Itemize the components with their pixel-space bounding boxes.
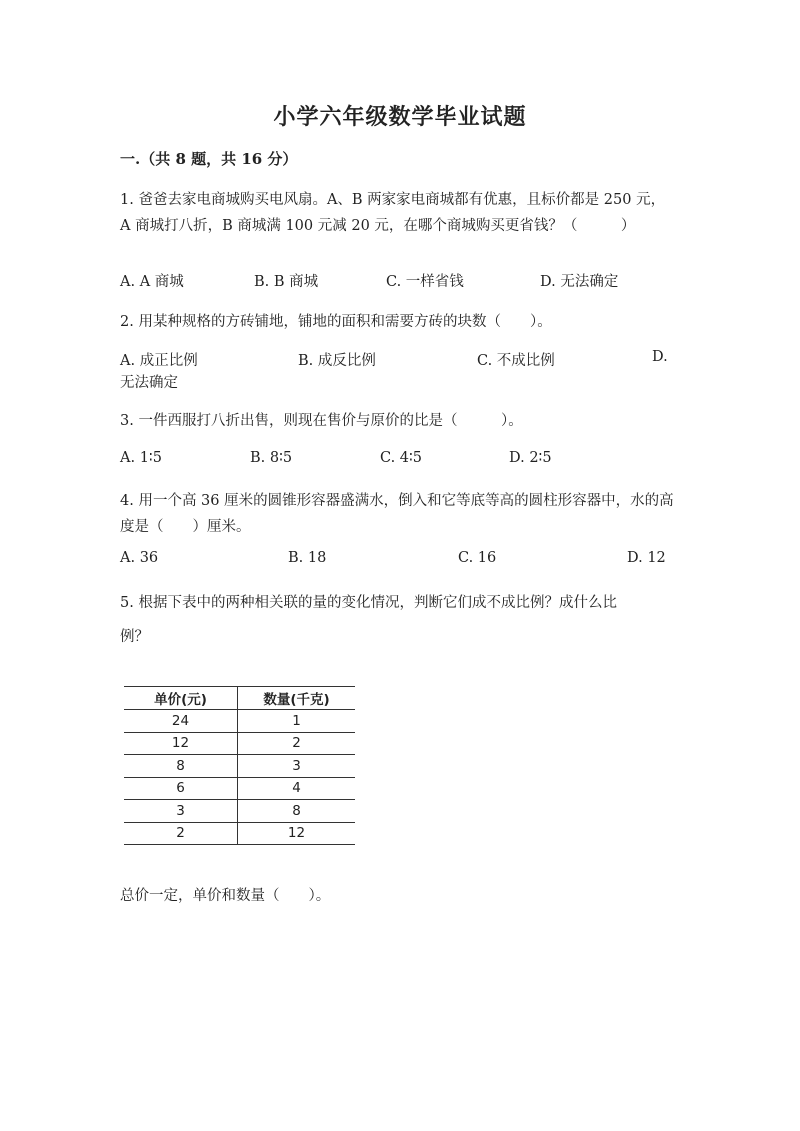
table-row [124, 777, 355, 800]
question-1-option-b: B. B 商城 [254, 274, 319, 290]
question-2-option-b: B. 成反比例 [298, 353, 376, 369]
question-4-option-d: D. 12 [627, 550, 666, 566]
question-1-option-a: A. A 商城 [120, 274, 184, 290]
question-3-option-d: D. 2∶5 [509, 450, 552, 466]
table-cell-unit-price: 6 [124, 777, 238, 800]
table-row [124, 822, 355, 845]
question-4-option-c: C. 16 [458, 550, 497, 566]
question-1-text: 1. 爸爸去家电商城购买电风扇。A、B 两家家电商城都有优惠，且标价都是 250 元，A 商城打八折，B 商城满 100 元减 20 元，在哪个商城购买更省钱？（ ） [120, 192, 666, 234]
table-cell-quantity: 2 [238, 732, 356, 755]
table-cell-quantity: 4 [238, 777, 356, 800]
table-cell-unit-price: 2 [124, 822, 238, 845]
question-5-line-2: 例？ [120, 629, 149, 645]
question-3-option-b: B. 8∶5 [250, 450, 293, 466]
table-cell-quantity: 1 [238, 710, 356, 733]
question-5-answer-prompt: 总价一定，单价和数量（ ）。 [120, 888, 331, 904]
table-cell-quantity: 3 [238, 755, 356, 778]
table-cell-unit-price: 12 [124, 732, 238, 755]
question-2-option-d: D. [652, 349, 668, 365]
table-row [124, 710, 355, 733]
question-3-text: 3. 一件西服打八折出售，则现在售价与原价的比是（ ）。 [120, 413, 523, 429]
question-5-line-1: 5. 根据下表中的两种相关联的量的变化情况，判断它们成不成比例？成什么比 [120, 595, 617, 611]
table-header-quantity: 数量(千克) [238, 687, 356, 710]
question-2-option-d-wrap: 无法确定 [120, 375, 178, 391]
table-cell-quantity: 12 [238, 822, 356, 845]
table-cell-unit-price: 3 [124, 800, 238, 823]
question-2-text: 2. 用某种规格的方砖铺地，铺地的面积和需要方砖的块数（ ）。 [120, 314, 552, 330]
table-cell-unit-price: 8 [124, 755, 238, 778]
unit-price-quantity-table [124, 686, 355, 845]
question-1-option-c: C. 一样省钱 [386, 274, 464, 290]
question-1-option-d: D. 无法确定 [540, 274, 619, 290]
table-row [124, 732, 355, 755]
question-4-text: 4. 用一个高 36 厘米的圆锥形容器盛满水，倒入和它等底等高的圆柱形容器中，水的高度是（ ）厘米。 [120, 493, 674, 535]
table-header-unit-price: 单价(元) [124, 687, 238, 710]
question-3-option-a: A. 1∶5 [120, 450, 162, 466]
table-row [124, 800, 355, 823]
question-3-option-c: C. 4∶5 [380, 450, 423, 466]
question-4-option-b: B. 18 [288, 550, 327, 566]
page-title: 小学六年级数学毕业试题 [273, 104, 527, 130]
table-cell-unit-price: 24 [124, 710, 238, 733]
question-2-option-a: A. 成正比例 [120, 353, 198, 369]
question-4-option-a: A. 36 [120, 550, 159, 566]
question-2-option-c: C. 不成比例 [477, 353, 555, 369]
table-row [124, 755, 355, 778]
section-header: 一.（共 8 题，共 16 分） [120, 150, 298, 168]
table-cell-quantity: 8 [238, 800, 356, 823]
table-header-row [124, 687, 355, 710]
